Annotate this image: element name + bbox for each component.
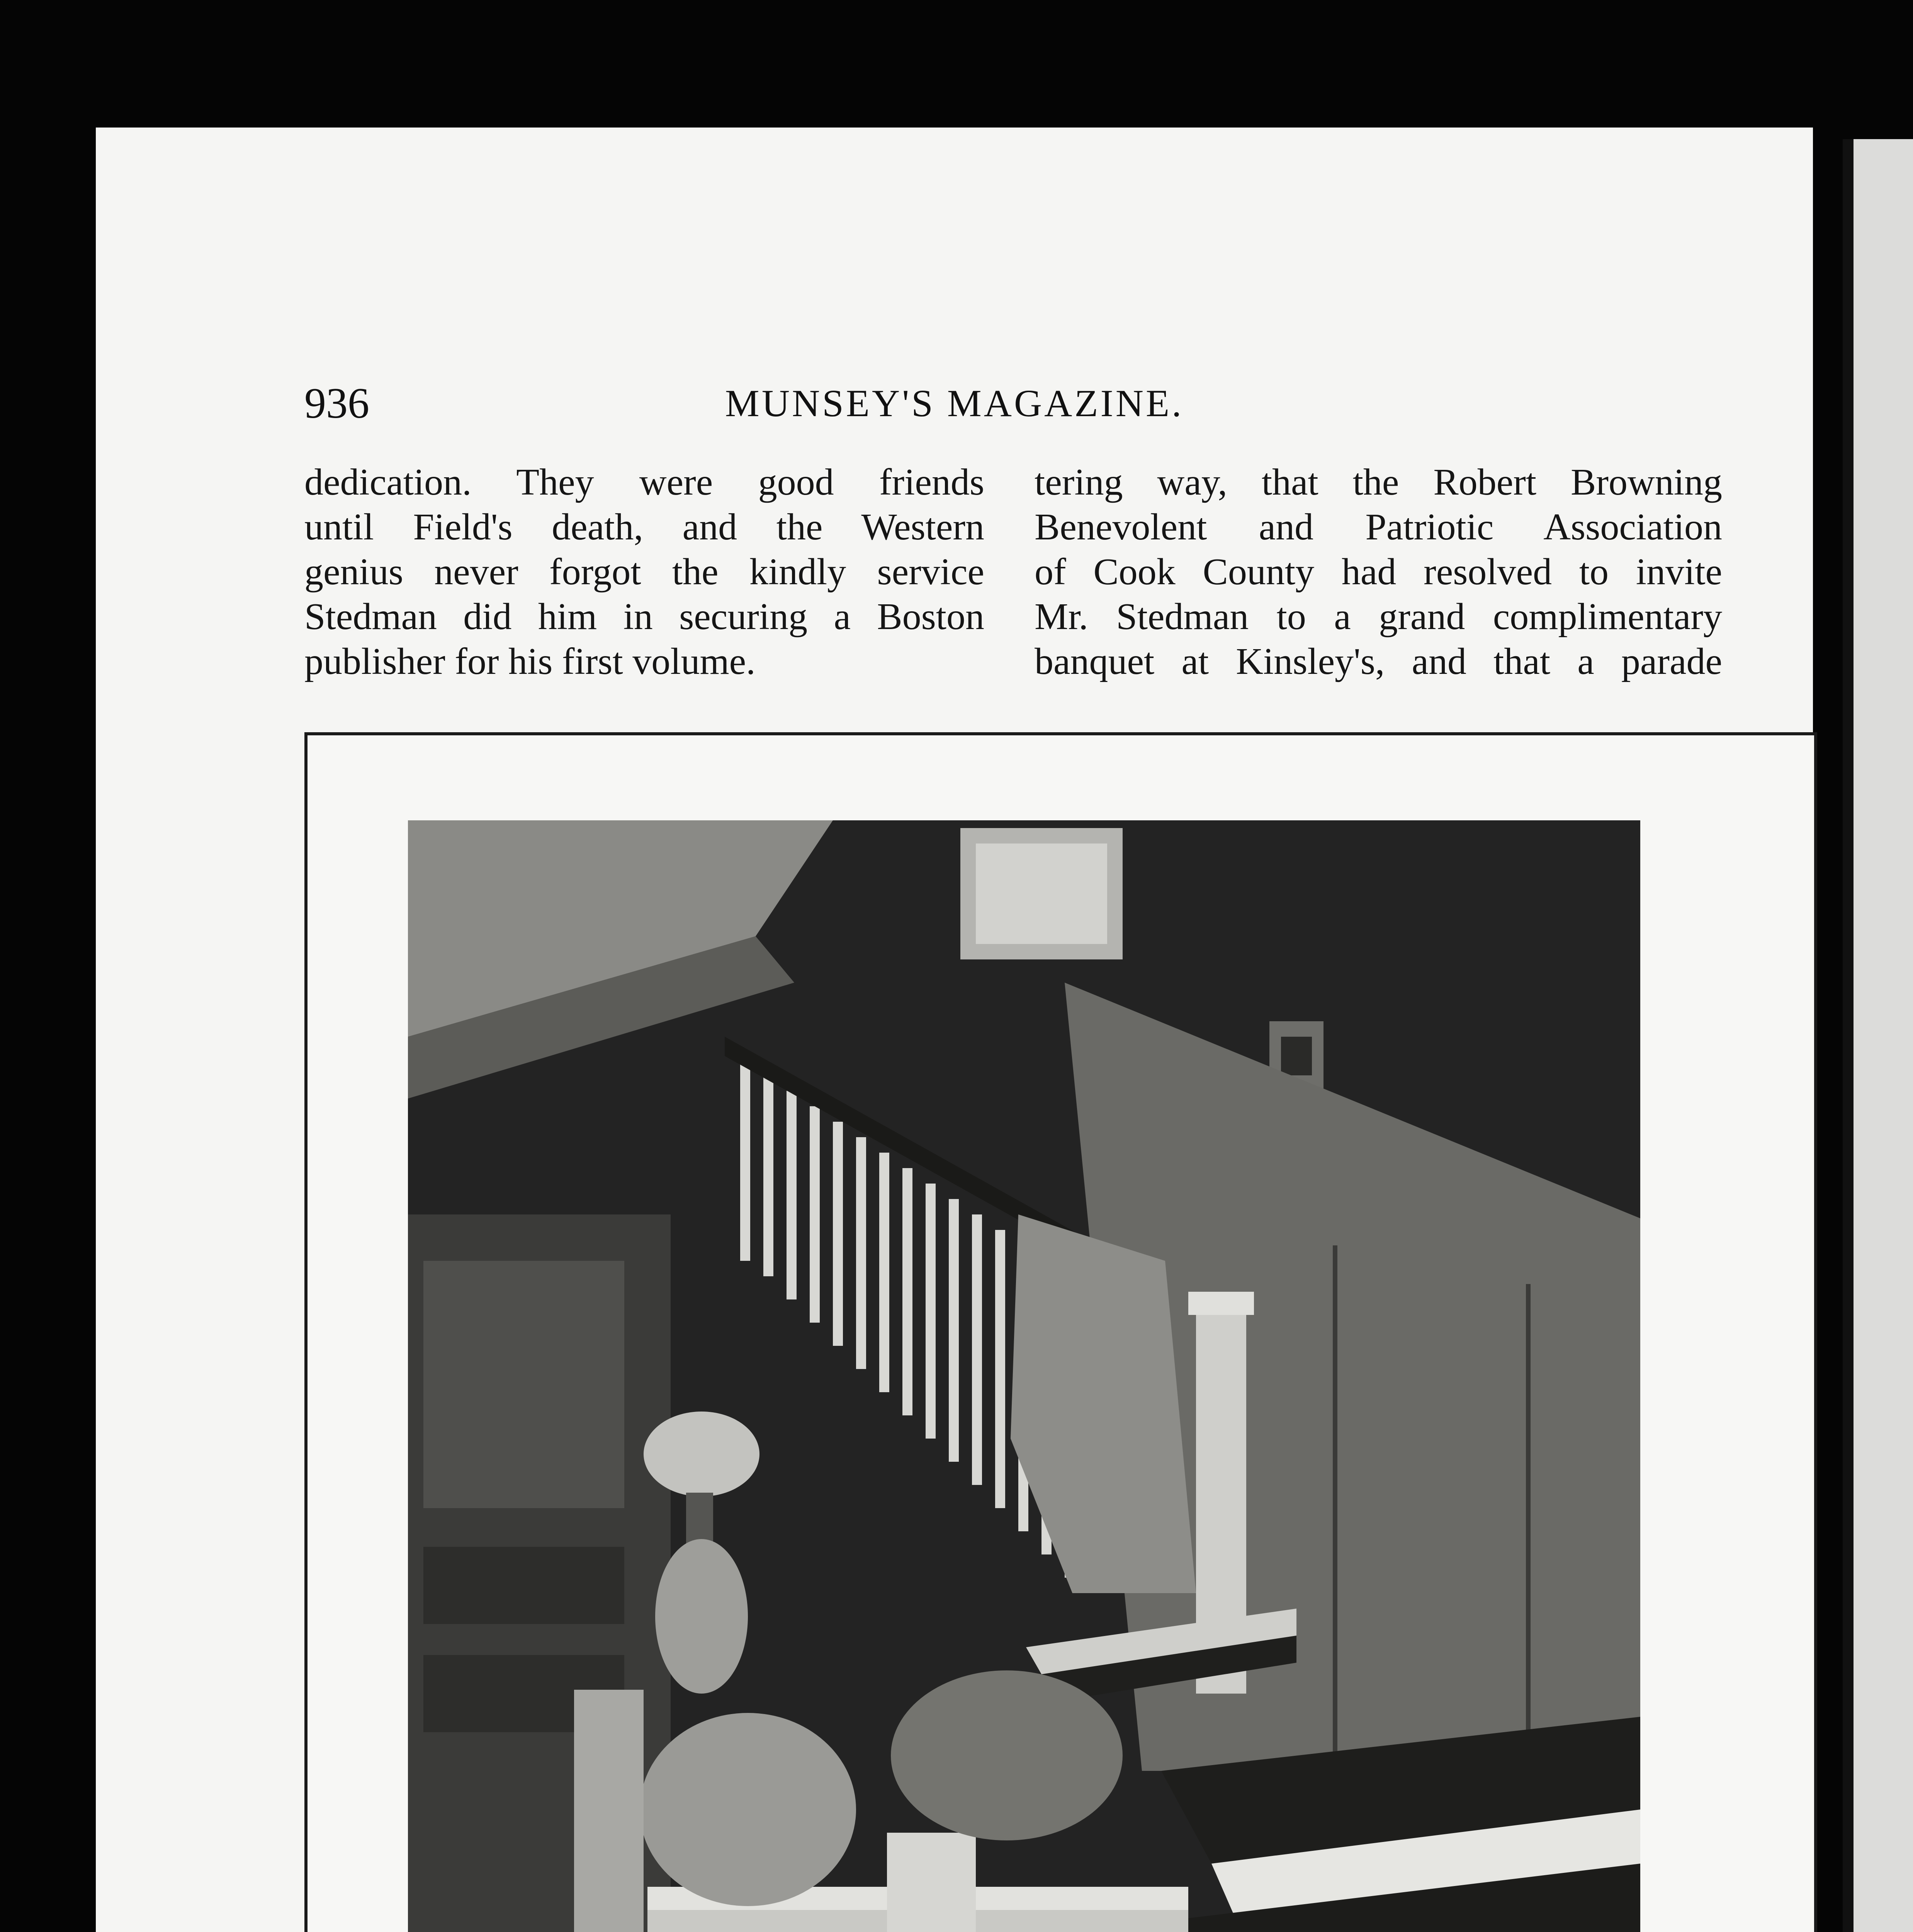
text-line: dedication. They were good friends <box>304 461 984 503</box>
text-line: Stedman did him in securing a Boston <box>304 596 984 638</box>
adjacent-page-edge <box>1843 139 1913 1932</box>
text-line: tering way, that the Robert Browning <box>1035 461 1722 503</box>
text-line: until Field's death, and the Western <box>304 506 984 548</box>
publication-title: MUNSEY'S MAGAZINE. <box>725 382 1184 425</box>
text-line: Benevolent and Patriotic Association <box>1035 506 1722 548</box>
stairway-photo-illustration <box>408 820 1640 1932</box>
text-line: publisher for his first volume. <box>304 641 756 682</box>
top-left-column <box>304 460 984 684</box>
stairway-photograph <box>408 820 1640 1932</box>
page-number: 936 <box>304 379 369 427</box>
page-gutter-shadow <box>1843 139 1854 1932</box>
figure-frame <box>304 732 1817 1932</box>
magazine-page <box>96 128 1813 1932</box>
running-head <box>96 379 1813 433</box>
text-line: genius never forgot the kindly service <box>304 551 984 593</box>
text-line: of Cook County had resolved to invite <box>1035 551 1722 593</box>
top-right-column <box>1035 460 1722 684</box>
text-line: Mr. Stedman to a grand complimentary <box>1035 596 1722 638</box>
text-line: banquet at Kinsley's, and that a parade <box>1035 641 1722 682</box>
